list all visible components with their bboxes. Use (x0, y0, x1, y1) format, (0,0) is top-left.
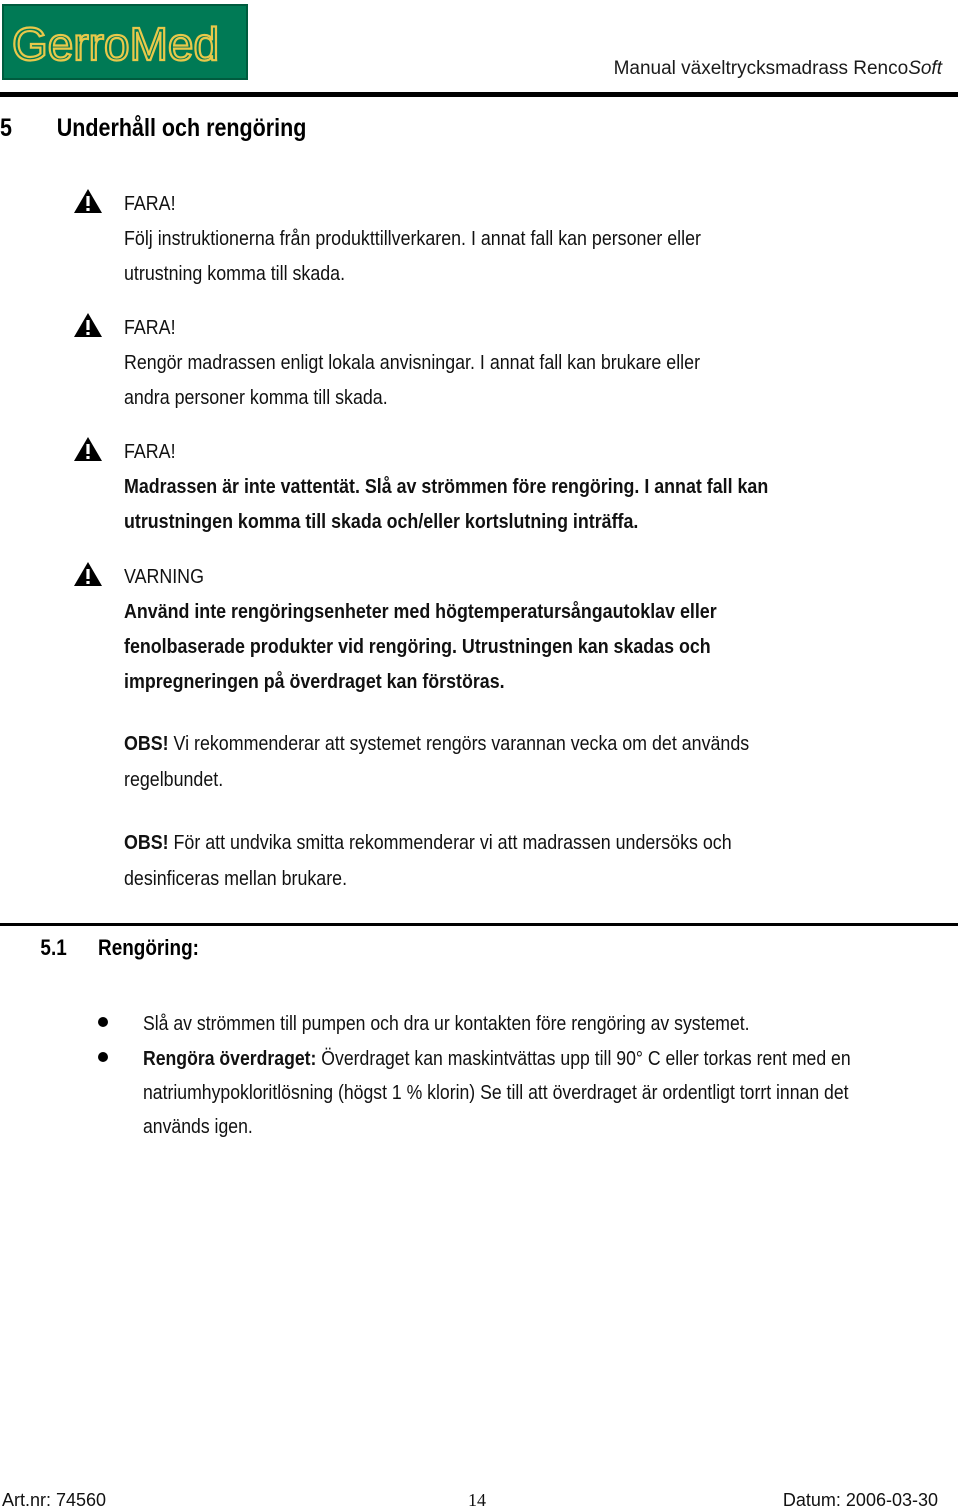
note-block-2 (124, 825, 837, 897)
warning-text-line: Rengör madrassen enligt lokala anvisningar. I annat fall kan brukare eller (124, 351, 701, 374)
footer-article-number: Art.nr: 74560 (2, 1490, 107, 1510)
logo-wordmark: GerroMed (12, 18, 220, 70)
warning-block-1 (124, 186, 837, 291)
warning-block-4 (124, 559, 837, 699)
warning-text-line: impregneringen på överdraget kan förstöras. (124, 670, 505, 693)
warning-label: FARA! (124, 440, 176, 463)
note-text-line: För att undvika smitta rekommenderar vi att madrassen undersöks och (168, 831, 732, 854)
section-title: Underhåll och rengöring (56, 114, 307, 142)
warning-label: FARA! (124, 316, 176, 339)
note-prefix: OBS! (124, 831, 169, 854)
footer-page-number: 14 (468, 1490, 486, 1510)
section-rule (0, 923, 958, 926)
subsection-title: Rengöring: (98, 935, 199, 960)
warning-triangle-icon (73, 312, 103, 338)
bullet-icon (98, 1052, 108, 1062)
warning-label: FARA! (124, 192, 176, 215)
note-prefix: OBS! (124, 732, 169, 755)
note-text-line: desinficeras mellan brukare. (124, 867, 348, 890)
footer-date: Datum: 2006-03-30 (782, 1490, 938, 1510)
warning-block-3 (124, 434, 837, 539)
section-number: 5 (0, 114, 12, 142)
warning-label: VARNING (124, 565, 204, 588)
subsection-number: 5.1 (40, 935, 67, 960)
doc-title-prefix: Manual växeltrycksmadrass Renco (613, 58, 909, 79)
warning-triangle-icon (73, 561, 103, 587)
doc-title-suffix: Soft (908, 58, 942, 79)
warning-triangle-icon (73, 436, 103, 462)
note-text-line: Vi rekommenderar att systemet rengörs varannan vecka om det används (168, 732, 750, 755)
header-rule (0, 92, 958, 97)
warning-text-line: utrustning komma till skada. (124, 262, 346, 285)
warning-text-line: Använd inte rengöringsenheter med högtemperatursångautoklav eller (124, 600, 717, 623)
warning-triangle-icon (73, 188, 103, 214)
warning-text-line: andra personer komma till skada. (124, 386, 388, 409)
document-title (614, 58, 942, 80)
bullet-text-line: Slå av strömmen till pumpen och dra ur kontakten före rengöring av systemet. (143, 1012, 750, 1035)
bullet-icon (98, 1017, 108, 1027)
gerromed-logo (2, 4, 248, 80)
warning-text-line: Madrassen är inte vattentät. Slå av strömmen före rengöring. I annat fall kan (124, 475, 769, 498)
note-text-line: regelbundet. (124, 768, 224, 791)
warning-text-line: utrustningen komma till skada och/eller kortslutning inträffa. (124, 510, 639, 533)
bullet-item-2 (143, 1042, 917, 1144)
warning-text-line: fenolbaserade produkter vid rengöring. Utrustningen kan skadas och (124, 635, 711, 658)
note-block-1 (124, 726, 837, 798)
bullet-text-line: Överdraget kan maskintvättas upp till 90° C eller torkas rent med en (316, 1047, 851, 1070)
bullet-bold-label: Rengöra överdraget: (143, 1047, 317, 1070)
bullet-item-1 (143, 1007, 917, 1041)
warning-block-2 (124, 310, 837, 415)
warning-text-line: Följ instruktionerna från produkttillverkaren. I annat fall kan personer eller (124, 227, 701, 250)
bullet-text-line: natriumhypokloritlösning (högst 1 % klorin) Se till att överdraget är ordentligt torrt innan det (143, 1081, 849, 1104)
bullet-text-line: används igen. (143, 1115, 253, 1138)
